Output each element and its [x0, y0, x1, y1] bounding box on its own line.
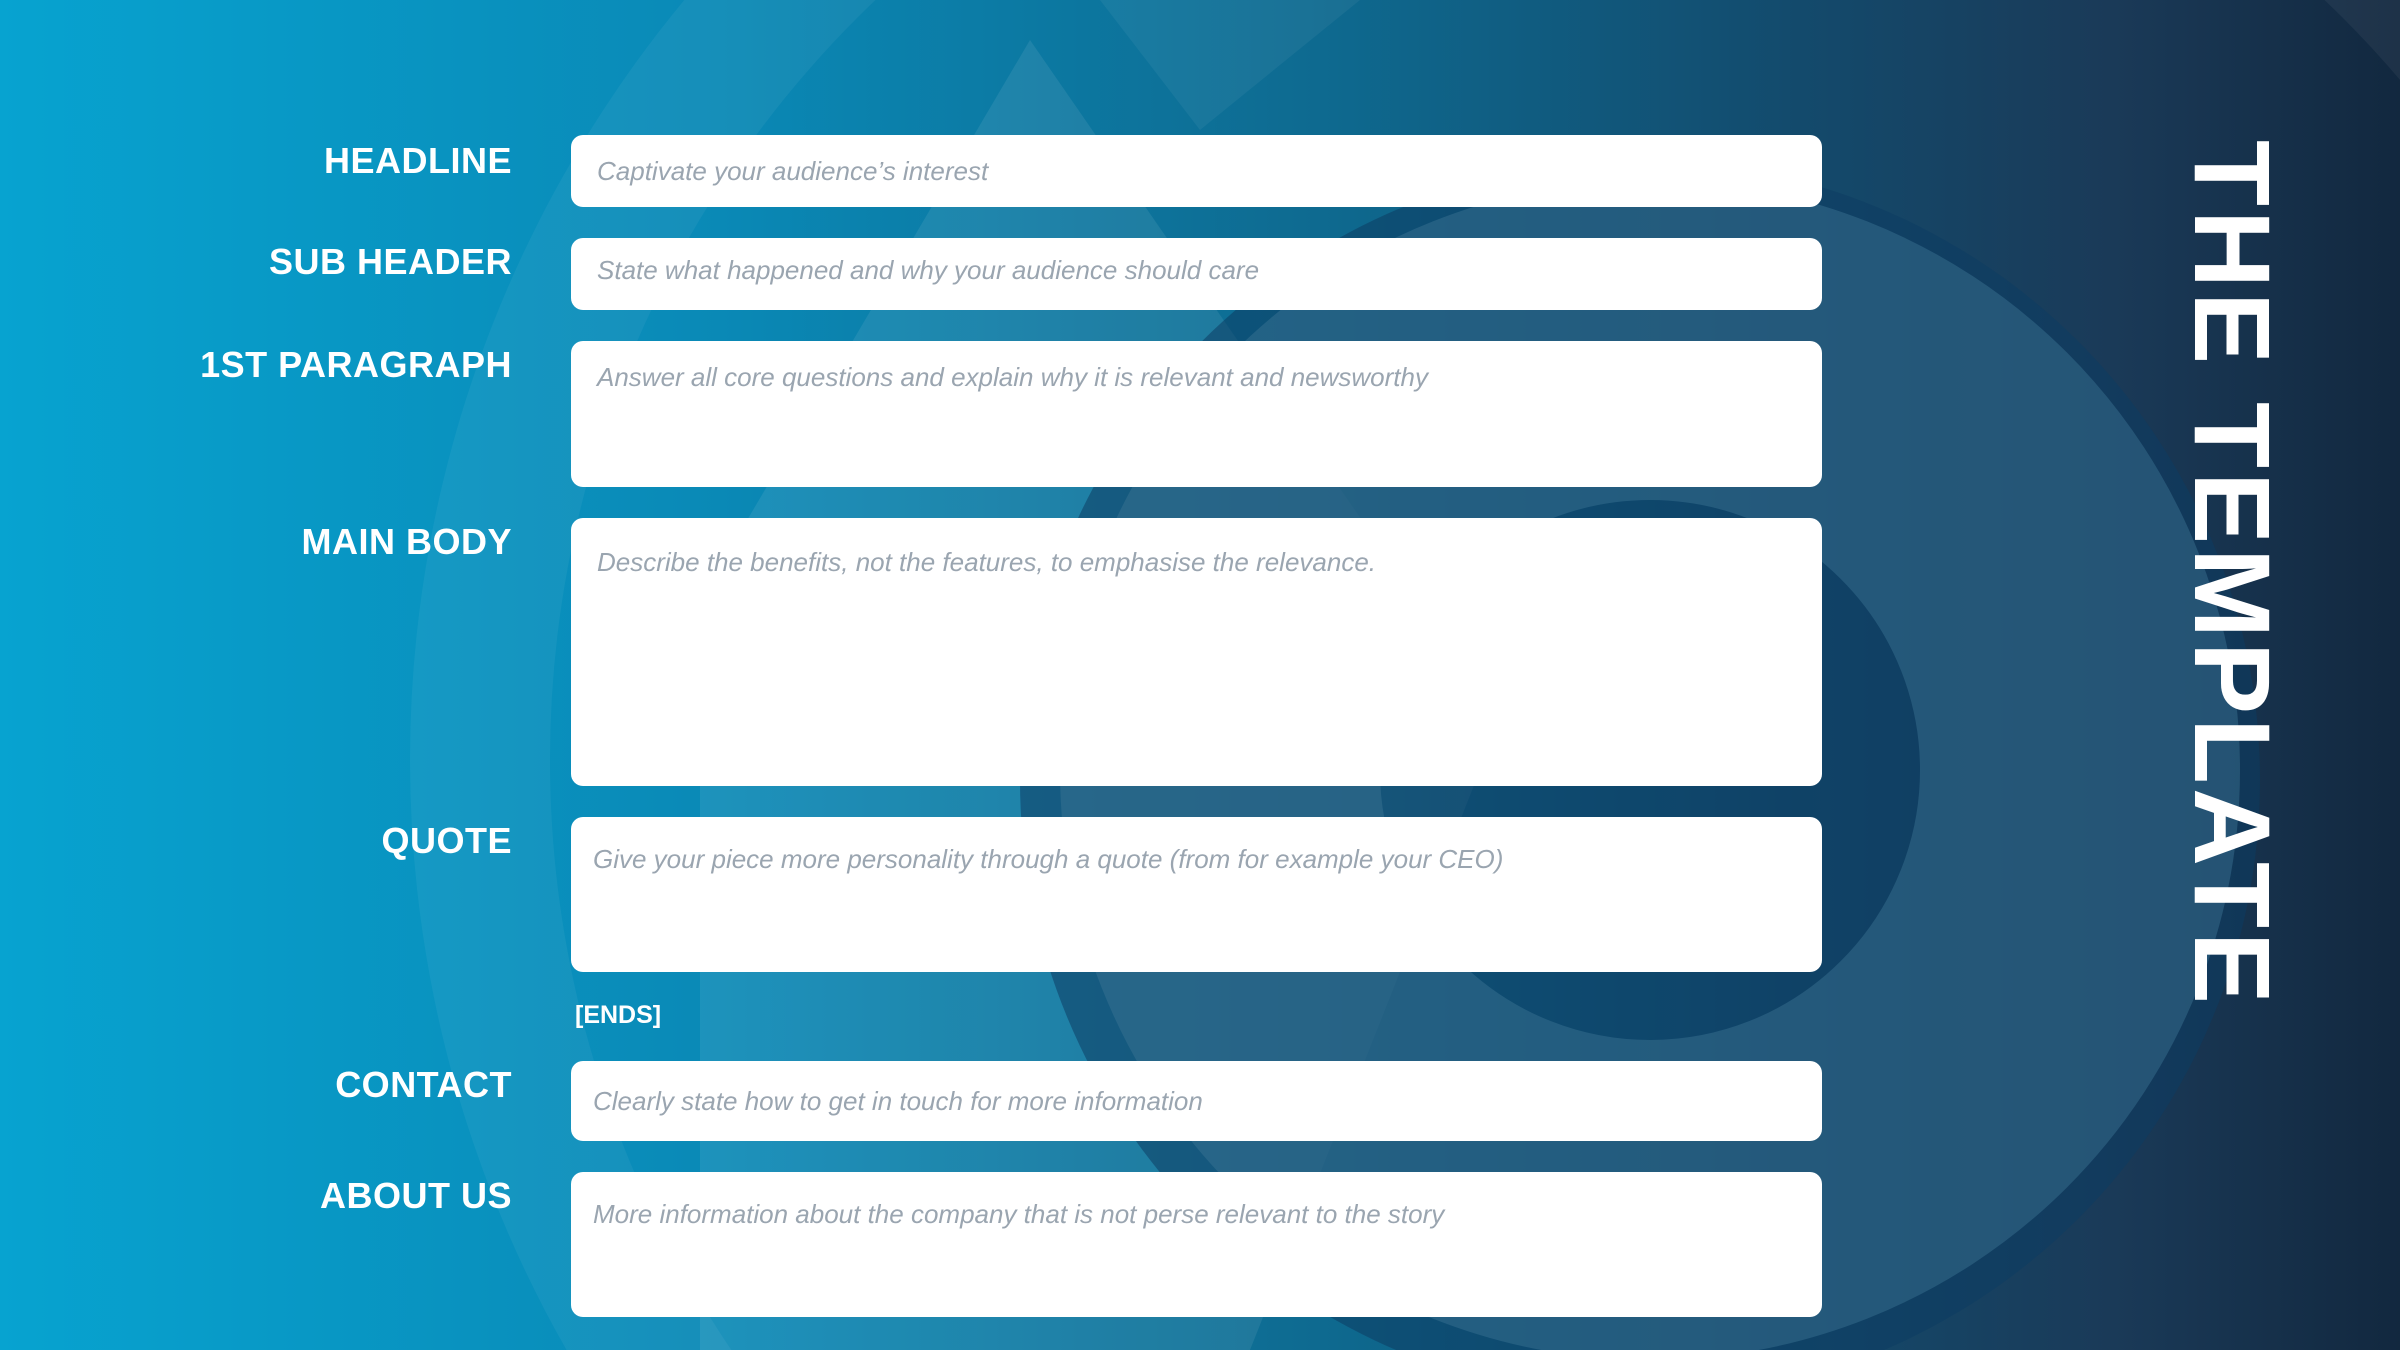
page-title-container — [2172, 140, 2293, 1080]
contact-input[interactable]: Clearly state how to get in touch for more information — [571, 1061, 1822, 1141]
field-contact-label: CONTACT — [335, 1064, 512, 1105]
field-quote-label: QUOTE — [381, 820, 512, 861]
quote-input[interactable]: Give your piece more personality through a quote (from for example your CEO) — [571, 817, 1822, 972]
field-subheader-label: SUB HEADER — [268, 241, 512, 282]
field-about-us-label: ABOUT US — [320, 1175, 512, 1216]
field-main-body-label: MAIN BODY — [301, 521, 512, 562]
field-headline-label: HEADLINE — [323, 140, 512, 181]
page-title: THE TEMPLATE — [2172, 140, 2293, 1008]
subheader-input[interactable]: State what happened and why your audience should care — [571, 238, 1822, 310]
ends-marker: [ENDS] — [575, 1001, 662, 1029]
field-first-paragraph-label: 1ST PARAGRAPH — [200, 344, 512, 385]
main-body-input[interactable]: Describe the benefits, not the features, to emphasise the relevance. — [571, 518, 1822, 786]
first-paragraph-input[interactable]: Answer all core questions and explain why it is relevant and newsworthy — [571, 341, 1822, 487]
headline-input[interactable]: Captivate your audience’s interest — [571, 135, 1822, 207]
about-us-input[interactable]: More information about the company that is not perse relevant to the story — [571, 1172, 1822, 1317]
